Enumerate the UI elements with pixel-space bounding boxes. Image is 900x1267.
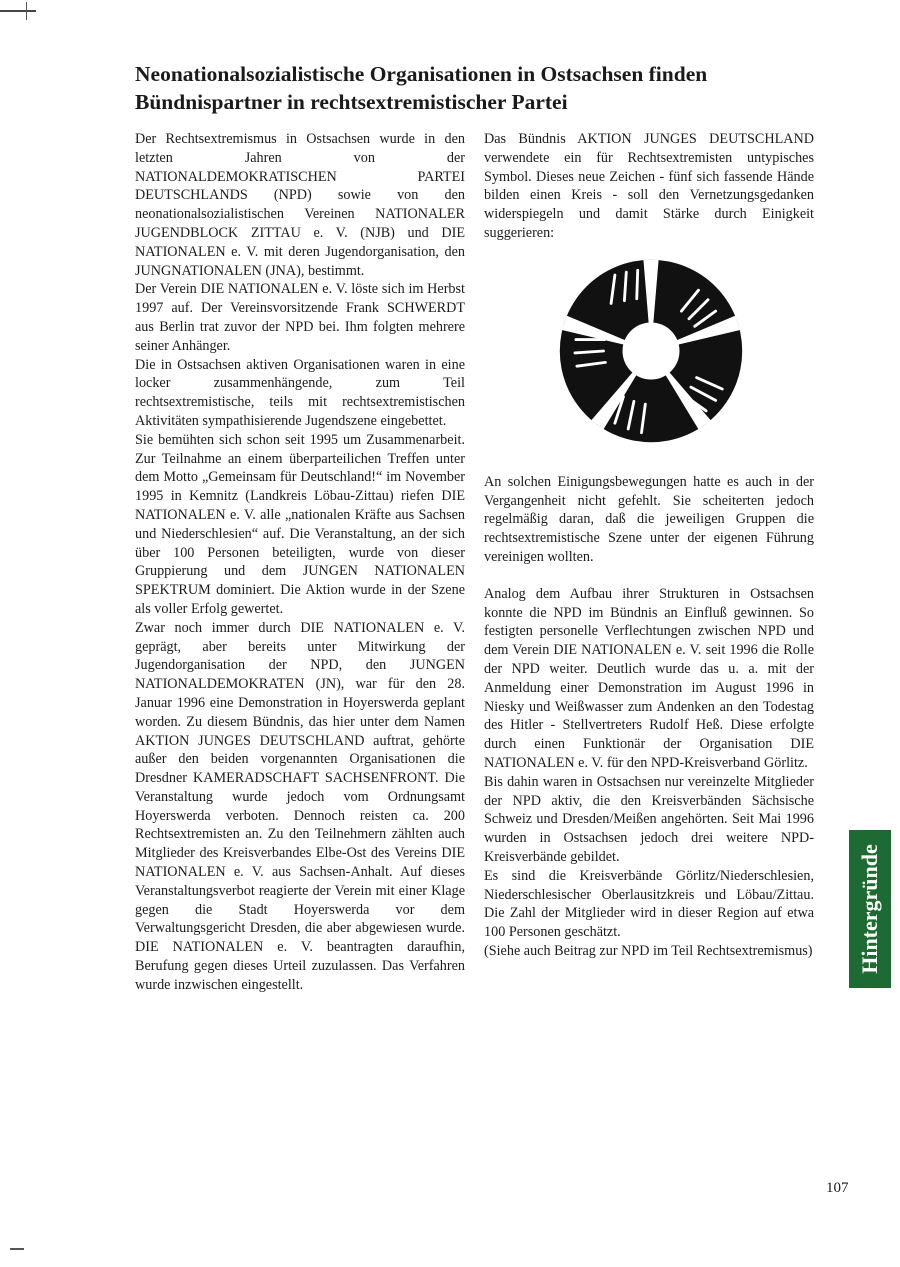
emblem-svg <box>556 256 746 446</box>
section-tab <box>849 830 891 988</box>
left-paragraph-1: Der Rechtsextremismus in Ostsachsen wurde in den letzten Jahren von der NATIONALDEMOKRATISCHEN PARTEI DEUTSCHLANDS (NPD) sowie von den neonationalsozialistischen Vereinen NATIONALER JUGENDBLOCK ZITTAU e. V. (NJB) und DIE NATIONALEN e. V. mit deren Jugendorganisation, den JUNGNATIONALEN (JNA), bestimmt. <box>135 131 465 279</box>
page-number: 107 <box>826 1180 849 1196</box>
right-paragraph-1: Das Bündnis AKTION JUNGES DEUTSCHLAND verwendete ein für Rechtsextremisten untypisches Symbol. Dieses neue Zeichen - fünf sich fassende Hände bilden einen Kreis - soll den Vernetzungsgedanken widerspiegeln und damit Stärke durch Einigkeit suggerieren: <box>484 131 814 241</box>
paragraph-gap <box>484 567 814 585</box>
right-paragraph-4: Bis dahin waren in Ostsachsen nur vereinzelte Mitglieder der NPD aktiv, die den Kreisverbänden Sächsische Schweiz und Dresden/Meißen angehörten. Seit Mai 1996 wurden in Ostsachsen jedoch drei weitere NPD-Kreisverbände gebildet. <box>484 773 814 865</box>
five-hands-circle-icon <box>556 256 746 446</box>
right-paragraph-2: An solchen Einigungsbewegungen hatte es auch in der Vergangenheit nicht gefehlt. Sie scheiterten jedoch regelmäßig daran, daß die jeweiligen Gruppen die rechtsextremistische Szene unter der eigenen Führung vereinigen wollten. <box>484 473 814 565</box>
title-line-1: Neonationalsozialistische Organisationen in Ostsachsen finden <box>135 62 708 86</box>
right-paragraph-5: Es sind die Kreisverbände Görlitz/Niederschlesien, Niederschlesischer Oberlausitzkreis und Löbau/Zittau. Die Zahl der Mitglieder wird in dieser Region auf etwa 100 Personen geschätzt. <box>484 867 814 941</box>
title-line-2: Bündnispartner in rechtsextremistischer Partei <box>135 90 568 114</box>
left-paragraph-4: Sie bemühten sich schon seit 1995 um Zusammenarbeit. Zur Teilnahme an einem überparteilichen Treffen unter dem Motto „Gemeinsam für Deutschland!“ im November 1995 in Kemnitz (Landkreis Löbau-Zittau) riefen DIE NATIONALEN e. V. alle „nationalen Kräfte aus Sachsen und Niederschlesien“ auf. Die Veranstaltung, an der sich über 100 Personen beteiligten, wurde von dieser Gruppierung und dem JUNGEN NATIONALEN SPEKTRUM dominiert. Die Aktion wurde in der Szene als voller Erfolg gewertet. <box>135 431 465 617</box>
crop-mark-vertical <box>26 2 27 20</box>
right-column <box>484 130 814 961</box>
crop-mark-top <box>0 10 36 12</box>
section-tab-label: Hintergründe <box>857 844 882 974</box>
left-paragraph-3: Die in Ostsachsen aktiven Organisationen waren in eine locker zusammenhängende, zum Teil rechtsextremistische, teils mit rechtsextremistischen Aktivitäten sympathisierende Jugendszene eingebettet. <box>135 356 465 429</box>
crop-mark-bottom <box>10 1248 24 1250</box>
left-paragraph-2: Der Verein DIE NATIONALEN e. V. löste sich im Herbst 1997 auf. Der Vereinsvorsitzende Frank SCHWERDT aus Berlin trat zuvor der NPD bei. Ihm folgten mehrere seiner Anhänger. <box>135 281 465 354</box>
page-title <box>135 60 815 116</box>
right-paragraph-6: (Siehe auch Beitrag zur NPD im Teil Rechtsextremismus) <box>484 942 813 959</box>
right-paragraph-3: Analog dem Aufbau ihrer Strukturen in Ostsachsen konnte die NPD im Bündnis an Einfluß gewinnen. So festigten personelle Verflechtungen zwischen NPD und dem Verein DIE NATIONALEN e. V. seit 1996 die Rolle der NPD weiter. Deutlich wurde das u. a. mit der Anmeldung einer Demonstration im August 1996 in Niesky und Weißwasser zum Andenken an den Todestag des Hitler - Stellvertreters Rudolf Heß. Diese erfolgte durch einen Funktionär der Organisation DIE NATIONALEN e. V. für den NPD-Kreisverband Görlitz. <box>484 585 814 771</box>
left-paragraph-5: Zwar noch immer durch DIE NATIONALEN e. V. geprägt, aber bereits unter Mitwirkung der Jugendorganisation der NPD, den JUNGEN NATIONALDEMOKRATEN (JN), war für den 28. Januar 1996 eine Demonstration in Hoyerswerda geplant worden. Zu diesem Bündnis, das hier unter dem Namen AKTION JUNGES DEUTSCHLAND auftrat, gehörte außer den beiden vorgenannten Organisationen die Dresdner KAMERADSCHAFT SACHSENFRONT. Die Veranstaltung wurde jedoch vom Ordnungsamt Hoyerswerda verboten. Dennoch reisten ca. 200 Rechtsextremisten an. Zu den Teilnehmern zählten auch Mitglieder des Kreisverbandes Elbe-Ost des Vereins DIE NATIONALEN e. V. aus Sachsen-Anhalt. Auf dieses Veranstaltungsverbot reagierte der Verein mit einer Klage gegen die Stadt Hoyerswerda vor dem Verwaltungsgericht Dresden, die aber abgewiesen wurde. DIE NATIONALEN e. V. beantragten daraufhin, Berufung gegen dieses Urteil zuzulassen. Das Verfahren wurde inzwischen eingestellt. <box>135 619 465 993</box>
left-column <box>135 130 465 995</box>
